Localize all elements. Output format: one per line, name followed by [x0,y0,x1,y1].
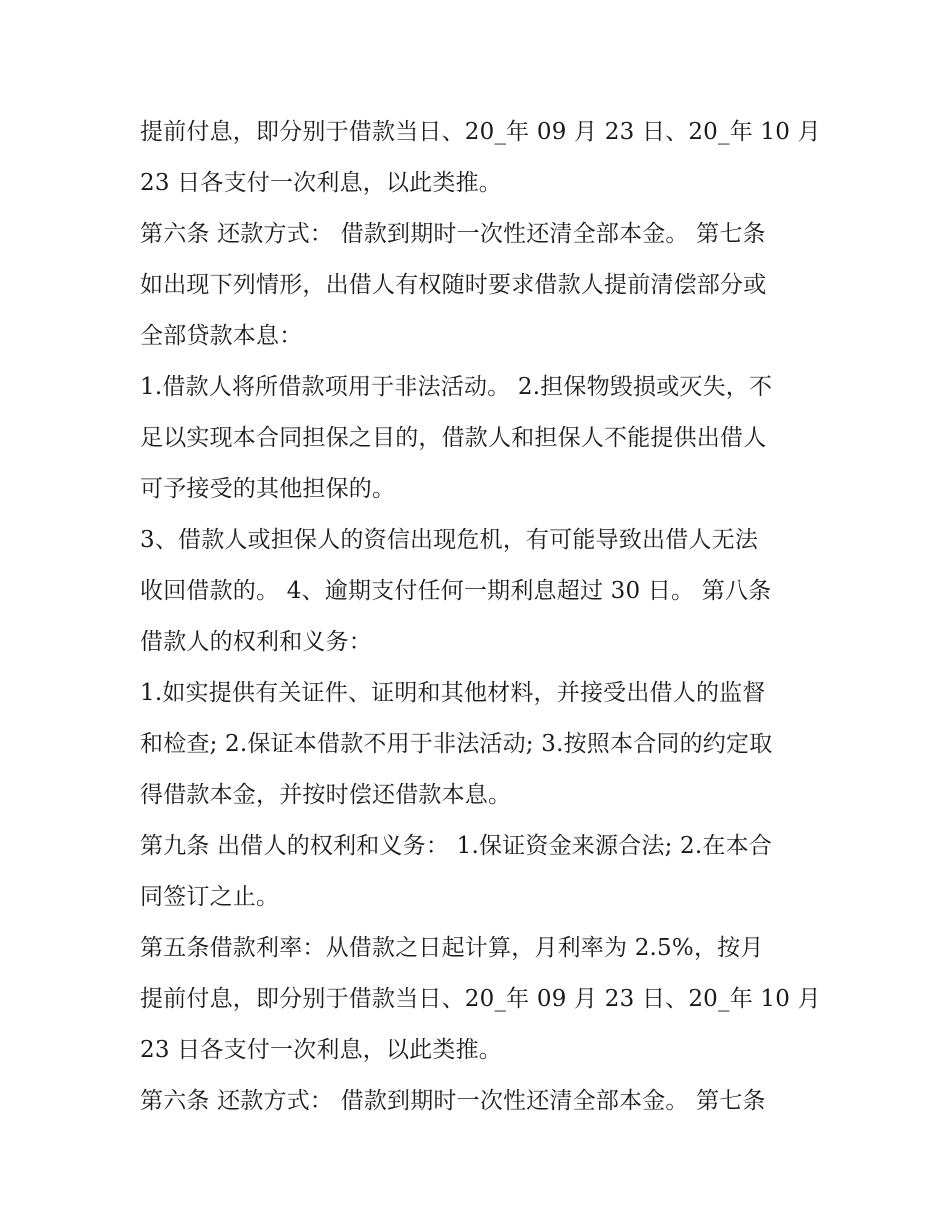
text-line: 借款人的权利和义务： [140,629,372,655]
text-line: 得借款本金，并按时偿还借款本息。 [140,782,512,808]
text-line: 同签订之止。 [140,884,280,910]
text-line: 和检查; 2.保证本借款不用于非法活动; 3.按照本合同的约定取 [140,731,773,757]
text-line: 可予接受的其他担保的。 [140,476,396,502]
contract-text-body [140,107,820,1127]
text-line: 收回借款的。 4、逾期支付任何一期利息超过 30 日。 第八条 [140,578,772,604]
text-line: 足以实现本合同担保之目的，借款人和担保人不能提供出借人 [140,425,767,451]
text-line: 提前付息，即分别于借款当日、20_年 09 月 23 日、20_年 10 月 [140,986,821,1012]
text-line: 全部贷款本息： [140,323,303,349]
text-line: 第六条 还款方式： 借款到期时一次性还清全部本金。 第七条 [140,221,766,247]
text-line: 如出现下列情形，出借人有权随时要求借款人提前清偿部分或 [140,272,767,298]
text-line: 3、借款人或担保人的资信出现危机，有可能导致出借人无法 [140,527,759,553]
text-line: 1.如实提供有关证件、证明和其他材料，并接受出借人的监督 [140,680,766,706]
text-line: 23 日各支付一次利息，以此类推。 [140,170,502,196]
text-line: 第五条借款利率：从借款之日起计算，月利率为 2.5%，按月 [140,935,764,961]
text-line: 第六条 还款方式： 借款到期时一次性还清全部本金。 第七条 [140,1088,766,1114]
text-line: 第九条 出借人的权利和义务： 1.保证资金来源合法; 2.在本合 [140,833,772,859]
text-line: 1.借款人将所借款项用于非法活动。 2.担保物毁损或灭失，不 [140,374,773,400]
text-line: 23 日各支付一次利息，以此类推。 [140,1037,502,1063]
text-line: 提前付息，即分别于借款当日、20_年 09 月 23 日、20_年 10 月 [140,119,821,145]
